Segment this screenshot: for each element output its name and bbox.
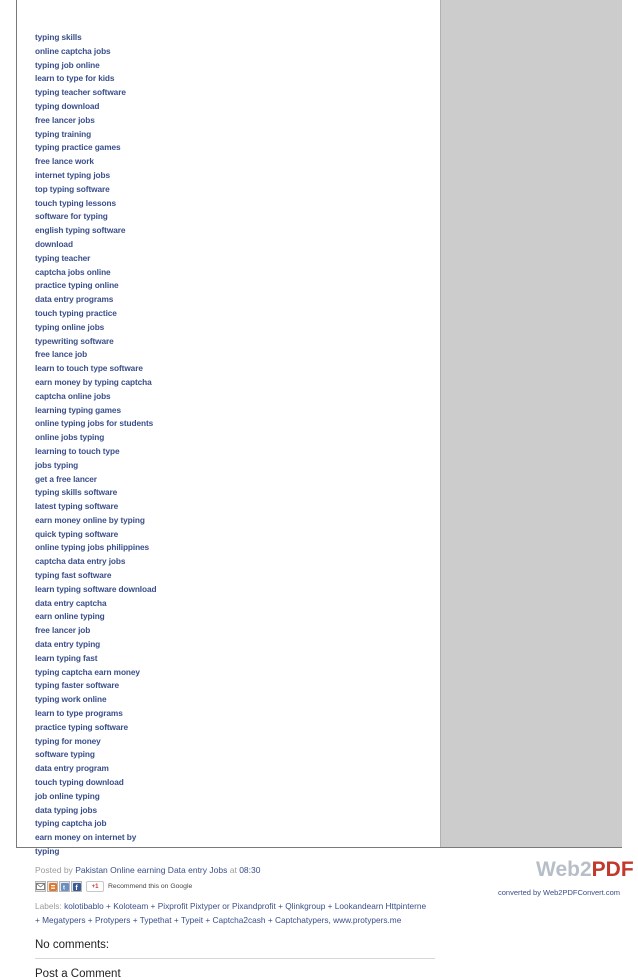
keyword-list-item <box>35 692 440 706</box>
keyword-list-item <box>35 678 440 692</box>
keyword-link[interactable]: typing <box>35 846 60 857</box>
keyword-link[interactable]: online captcha jobs <box>35 45 111 56</box>
keyword-list-item <box>35 637 440 651</box>
keyword-list-item <box>35 113 440 127</box>
twitter-share-button[interactable] <box>59 881 70 892</box>
email-share-button[interactable] <box>35 881 46 892</box>
keyword-link[interactable]: quick typing software <box>35 528 119 539</box>
keyword-link[interactable]: free lancer jobs <box>35 114 95 125</box>
keyword-link[interactable]: get a free lancer <box>35 473 97 484</box>
keyword-list-item <box>35 292 440 306</box>
keyword-link[interactable]: learning to touch type <box>35 445 120 456</box>
keyword-list-item <box>35 85 440 99</box>
keyword-link[interactable]: typing skills software <box>35 487 118 498</box>
keyword-link[interactable]: typing teacher <box>35 252 91 263</box>
keyword-list-item <box>35 540 440 554</box>
keyword-link[interactable]: jobs typing <box>35 459 79 470</box>
keyword-link[interactable]: download <box>35 238 73 249</box>
keyword-list-item <box>35 816 440 830</box>
keyword-list-item <box>35 720 440 734</box>
keyword-link[interactable]: learn to type for kids <box>35 73 115 84</box>
keyword-list-item <box>35 499 440 513</box>
keyword-list-item <box>35 444 440 458</box>
keyword-link[interactable]: typing faster software <box>35 680 120 691</box>
post-body <box>17 0 440 980</box>
keyword-list-item <box>35 665 440 679</box>
keyword-list-item <box>35 513 440 527</box>
keyword-link[interactable]: typing skills <box>35 32 82 42</box>
keyword-list-item <box>35 609 440 623</box>
share-bar <box>35 880 440 894</box>
keyword-list-item <box>35 527 440 541</box>
keyword-list-item <box>35 761 440 775</box>
keyword-link[interactable]: data entry captcha <box>35 597 107 608</box>
keyword-link[interactable]: software typing <box>35 749 95 760</box>
keyword-list-item <box>35 375 440 389</box>
keyword-list-item <box>35 582 440 596</box>
keyword-link[interactable]: typing captcha job <box>35 818 107 829</box>
keyword-link[interactable]: job online typing <box>35 790 100 801</box>
keyword-list-item <box>35 485 440 499</box>
keyword-link[interactable]: earn money online by typing <box>35 514 145 525</box>
keyword-list-item <box>35 99 440 113</box>
keyword-link[interactable]: touch typing practice <box>35 307 117 318</box>
keyword-link[interactable]: free lancer job <box>35 625 91 636</box>
keyword-link[interactable]: earn money on internet by <box>35 832 137 843</box>
keyword-list-item <box>35 775 440 789</box>
post-labels <box>35 899 430 927</box>
keyword-link[interactable]: online typing jobs for students <box>35 418 154 429</box>
svg-text:f: f <box>74 885 78 893</box>
blogthis-share-button[interactable] <box>47 881 58 892</box>
sidebar-column <box>440 0 622 847</box>
keyword-link[interactable]: data entry programs <box>35 294 114 305</box>
keyword-link[interactable]: touch typing download <box>35 777 124 788</box>
at-word: at <box>229 864 237 875</box>
keyword-list-item <box>35 320 440 334</box>
keyword-list-item <box>35 458 440 472</box>
keyword-link[interactable]: data typing jobs <box>35 804 98 815</box>
converted-by-link[interactable]: converted by Web2PDFConvert.com <box>498 888 620 897</box>
keyword-link[interactable]: latest typing software <box>35 501 119 512</box>
post-time-link[interactable]: 08:30 <box>239 864 261 875</box>
keyword-list-item <box>35 154 440 168</box>
keyword-list-item <box>35 389 440 403</box>
keyword-list-item <box>35 71 440 85</box>
keyword-link[interactable]: data entry program <box>35 763 109 774</box>
keyword-list-item <box>35 596 440 610</box>
recommend-on-google-text: Recommend this on Google <box>108 883 193 891</box>
keyword-list-item <box>35 237 440 251</box>
keyword-link[interactable]: typewriting software <box>35 335 114 346</box>
keyword-link[interactable]: earn online typing <box>35 611 105 622</box>
keyword-list-item <box>35 44 440 58</box>
keyword-list-item <box>35 403 440 417</box>
labels-prefix: Labels: <box>35 900 62 911</box>
keyword-link[interactable]: typing online jobs <box>35 321 105 332</box>
post-comment-heading: Post a Comment <box>35 967 121 980</box>
keyword-list-item <box>35 140 440 154</box>
keyword-link[interactable]: typing fast software <box>35 570 112 581</box>
keyword-list-item <box>35 472 440 486</box>
keyword-list-item <box>35 168 440 182</box>
keyword-list-item <box>35 803 440 817</box>
posted-by-prefix: Posted by <box>35 864 73 875</box>
keyword-link[interactable]: learning typing games <box>35 404 121 415</box>
keyword-list-item <box>35 30 440 44</box>
keyword-list-item <box>35 251 440 265</box>
keyword-link[interactable]: typing download <box>35 100 100 111</box>
logo-accent-text: PDF <box>591 858 634 881</box>
keyword-list-item <box>35 334 440 348</box>
post-footer-byline <box>35 865 440 876</box>
keyword-list-item <box>35 789 440 803</box>
keyword-link[interactable]: typing captcha earn money <box>35 666 140 677</box>
keyword-link[interactable]: free lance work <box>35 156 94 167</box>
keyword-link[interactable]: learn to type programs <box>35 708 123 719</box>
keyword-link[interactable]: typing teacher software <box>35 87 126 98</box>
keyword-link[interactable]: typing practice games <box>35 142 121 153</box>
keyword-link[interactable]: typing work online <box>35 694 107 705</box>
keyword-list-item <box>35 209 440 223</box>
facebook-share-button[interactable] <box>71 881 82 892</box>
logo-main-text: Web2 <box>536 858 592 881</box>
keyword-list-item <box>35 265 440 279</box>
keyword-list-item <box>35 58 440 72</box>
keyword-link[interactable]: internet typing jobs <box>35 169 110 180</box>
keyword-list-item <box>35 651 440 665</box>
keyword-list-item <box>35 223 440 237</box>
keyword-link[interactable]: learn typing software download <box>35 583 157 594</box>
keyword-link[interactable]: english typing software <box>35 225 126 236</box>
comments-heading: No comments: <box>35 938 110 951</box>
keyword-link[interactable]: typing for money <box>35 735 101 746</box>
keyword-list-item <box>35 706 440 720</box>
keyword-link[interactable]: data entry typing <box>35 639 101 650</box>
author-link[interactable]: Pakistan Online earning Data entry Jobs <box>75 864 228 875</box>
keyword-link[interactable]: touch typing lessons <box>35 197 116 208</box>
web2pdf-watermark <box>496 858 634 902</box>
keyword-list-item <box>35 416 440 430</box>
keyword-link[interactable]: online typing jobs philippines <box>35 542 150 553</box>
keyword-list-item <box>35 127 440 141</box>
keyword-list-item <box>35 347 440 361</box>
keyword-list-item <box>35 182 440 196</box>
facebook-icon <box>73 883 81 891</box>
keyword-list-item <box>35 623 440 637</box>
keyword-link[interactable]: typing job online <box>35 59 100 70</box>
keyword-link[interactable]: software for typing <box>35 211 108 222</box>
envelope-icon <box>36 883 45 890</box>
blogger-icon <box>49 883 57 891</box>
google-plus-one-button[interactable]: +1 <box>86 881 104 892</box>
keyword-list-item <box>35 844 440 858</box>
twitter-icon <box>61 883 69 891</box>
keyword-list-item <box>35 747 440 761</box>
keyword-list-item <box>35 734 440 748</box>
keyword-link[interactable]: top typing software <box>35 183 110 194</box>
keyword-list-item <box>35 196 440 210</box>
keyword-link[interactable]: online jobs typing <box>35 432 105 443</box>
labels-link[interactable]: kolotibablo + Koloteam + Pixprofit Pixtyper or Pixandprofit + Qlinkgroup + Lookandearn Httpinterne + Megatypers + Protypers + Typethat + Typeit + Captcha2cash + Captchatypers, www.protypers.me <box>35 900 427 925</box>
keyword-list <box>35 0 440 858</box>
keyword-list-item <box>35 306 440 320</box>
keyword-link[interactable]: captcha data entry jobs <box>35 556 126 567</box>
keyword-list-item <box>35 568 440 582</box>
svg-text:t: t <box>62 885 65 892</box>
keyword-link[interactable]: typing training <box>35 128 92 139</box>
keyword-list-item <box>35 361 440 375</box>
keyword-link[interactable]: practice typing online <box>35 280 119 291</box>
keyword-list-item <box>35 830 440 844</box>
comments-divider <box>35 958 435 959</box>
keyword-link[interactable]: learn to touch type software <box>35 363 143 374</box>
web2pdf-logo[interactable] <box>536 858 634 882</box>
keyword-link[interactable]: captcha jobs online <box>35 266 111 277</box>
keyword-link[interactable]: earn money by typing captcha <box>35 376 152 387</box>
keyword-list-item <box>35 278 440 292</box>
keyword-link[interactable]: captcha online jobs <box>35 390 111 401</box>
keyword-list-item <box>35 554 440 568</box>
keyword-link[interactable]: practice typing software <box>35 721 129 732</box>
keyword-list-item <box>35 430 440 444</box>
keyword-link[interactable]: free lance job <box>35 349 88 360</box>
keyword-link[interactable]: learn typing fast <box>35 652 98 663</box>
